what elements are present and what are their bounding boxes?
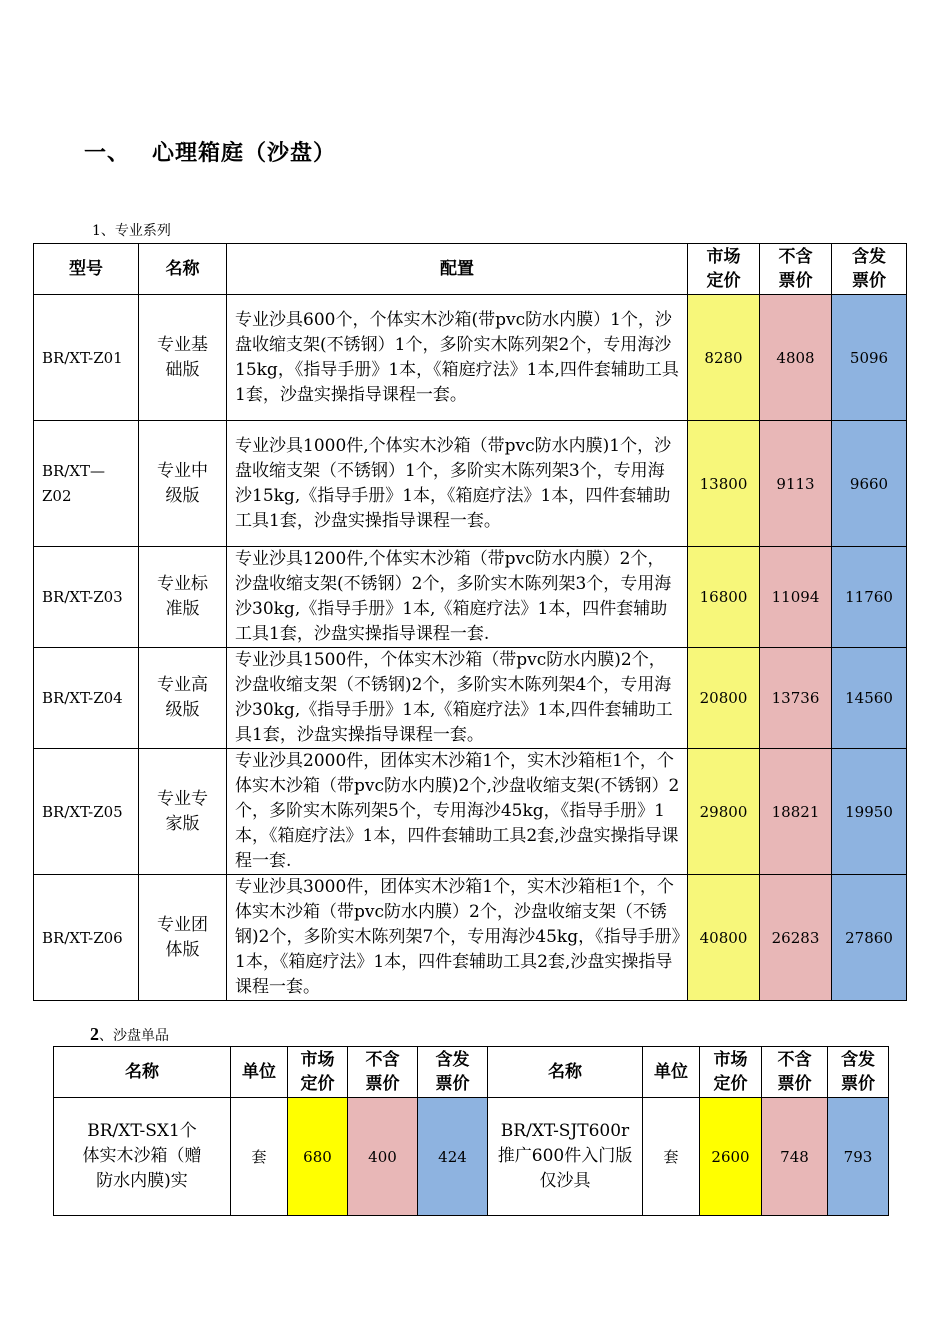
table-row (34, 547, 907, 648)
page-heading (84, 136, 336, 167)
table-row (54, 1098, 889, 1216)
table-header-row (54, 1047, 889, 1098)
table-row (34, 421, 907, 547)
section1-label: 1、专业系列 (92, 223, 171, 239)
config-cell: 专业沙具1500件，个体实木沙箱（带pvc防水内膜)2个，沙盘收缩支架（不锈钢)2个，多阶实木陈列架4个，专用海沙30kg,《指导手册》1本,《箱庭疗法》1本,四件套辅助工具1套，沙盘实操指导课程一套。 (227, 648, 688, 749)
section2-label-text: 、沙盘单品 (99, 1028, 169, 1044)
model-cell: BR/XT—Z02 (34, 421, 139, 547)
market-price-cell: 680 (288, 1098, 348, 1216)
market-price-cell: 13800 (688, 421, 760, 547)
name-cell: 专业中级版 (139, 421, 227, 547)
model-cell: BR/XT-Z04 (34, 648, 139, 749)
no-invoice-price-cell: 400 (348, 1098, 418, 1216)
header-with-invoice-price: 含发票价 (418, 1047, 488, 1098)
config-cell: 专业沙具2000件，团体实木沙箱1个，实木沙箱柜1个，个体实木沙箱（带pvc防水内膜)2个,沙盘收缩支架(不锈钢）2个，多阶实木陈列架5个，专用海沙45kg，《指导手册》1本，《箱庭疗法》1本，四件套辅助工具2套,沙盘实操指导课程一套. (227, 749, 688, 875)
with-invoice-price-cell: 11760 (832, 547, 907, 648)
model-cell: BR/XT-Z01 (34, 295, 139, 421)
section2-label-number: 2 (90, 1024, 99, 1044)
with-invoice-price-cell: 19950 (832, 749, 907, 875)
market-price-cell: 20800 (688, 648, 760, 749)
name-cell: 专业基础版 (139, 295, 227, 421)
header-with-invoice-price: 含发票价 (832, 244, 907, 295)
config-cell: 专业沙具600个，个体实木沙箱(带pvc防水内膜）1个，沙盘收缩支架(不锈钢）1个，多阶实木陈列架2个，专用海沙15kg，《指导手册》1本，《箱庭疗法》1本,四件套辅助工具1套，沙盘实操指导课程一套。 (227, 295, 688, 421)
professional-series-table (33, 243, 907, 1001)
item-name-cell: BR/XT-SX1个体实木沙箱（赠防水内膜)实 (54, 1098, 231, 1216)
header-unit: 单位 (643, 1047, 700, 1098)
with-invoice-price-cell: 14560 (832, 648, 907, 749)
name-cell: 专业高级版 (139, 648, 227, 749)
header-config: 配置 (227, 244, 688, 295)
header-name: 名称 (54, 1047, 231, 1098)
no-invoice-price-cell: 11094 (760, 547, 832, 648)
header-no-invoice-price: 不含票价 (348, 1047, 418, 1098)
item-name-cell: BR/XT-SJT600r推广600件入门版仅沙具 (488, 1098, 643, 1216)
unit-cell: 套 (643, 1098, 700, 1216)
model-cell: BR/XT-Z05 (34, 749, 139, 875)
table-row (34, 875, 907, 1001)
unit-cell: 套 (231, 1098, 288, 1216)
no-invoice-price-cell: 4808 (760, 295, 832, 421)
header-market-price: 市场定价 (288, 1047, 348, 1098)
config-cell: 专业沙具1200件,个体实木沙箱（带pvc防水内膜）2个，沙盘收缩支架(不锈钢）2个，多阶实木陈列架3个，专用海沙30kg,《指导手册》1本,《箱庭疗法》1本，四件套辅助工具1套，沙盘实操指导课程一套. (227, 547, 688, 648)
no-invoice-price-cell: 748 (762, 1098, 828, 1216)
market-price-cell: 40800 (688, 875, 760, 1001)
header-model: 型号 (34, 244, 139, 295)
with-invoice-price-cell: 793 (828, 1098, 889, 1216)
model-cell: BR/XT-Z03 (34, 547, 139, 648)
market-price-cell: 2600 (700, 1098, 762, 1216)
config-cell: 专业沙具3000件，团体实木沙箱1个，实木沙箱柜1个，个体实木沙箱（带pvc防水内膜）2个，沙盘收缩支架（不锈钢)2个，多阶实木陈列架7个，专用海沙45kg，《指导手册》1本，《箱庭疗法》1本，四件套辅助工具2套,沙盘实操指导课程一套。 (227, 875, 688, 1001)
table-row (34, 749, 907, 875)
no-invoice-price-cell: 9113 (760, 421, 832, 547)
heading-number: 一、 (84, 141, 131, 166)
header-name: 名称 (139, 244, 227, 295)
section2-label (90, 1024, 169, 1045)
market-price-cell: 16800 (688, 547, 760, 648)
with-invoice-price-cell: 424 (418, 1098, 488, 1216)
name-cell: 专业标准版 (139, 547, 227, 648)
model-cell: BR/XT-Z06 (34, 875, 139, 1001)
name-cell: 专业专家版 (139, 749, 227, 875)
header-with-invoice-price: 含发票价 (828, 1047, 889, 1098)
market-price-cell: 29800 (688, 749, 760, 875)
config-cell: 专业沙具1000件,个体实木沙箱（带pvc防水内膜)1个，沙盘收缩支架（不锈钢）1个，多阶实木陈列架3个，专用海沙15kg,《指导手册》1本，《箱庭疗法》1本，四件套辅助工具1套，沙盘实操指导课程一套。 (227, 421, 688, 547)
header-no-invoice-price: 不含票价 (762, 1047, 828, 1098)
with-invoice-price-cell: 27860 (832, 875, 907, 1001)
heading-title: 心理箱庭（沙盘） (152, 141, 337, 166)
with-invoice-price-cell: 5096 (832, 295, 907, 421)
header-no-invoice-price: 不含票价 (760, 244, 832, 295)
no-invoice-price-cell: 18821 (760, 749, 832, 875)
header-unit: 单位 (231, 1047, 288, 1098)
no-invoice-price-cell: 26283 (760, 875, 832, 1001)
name-cell: 专业团体版 (139, 875, 227, 1001)
market-price-cell: 8280 (688, 295, 760, 421)
table-header-row (34, 244, 907, 295)
no-invoice-price-cell: 13736 (760, 648, 832, 749)
table-row (34, 295, 907, 421)
header-market-price: 市场定价 (688, 244, 760, 295)
with-invoice-price-cell: 9660 (832, 421, 907, 547)
table-row (34, 648, 907, 749)
sandtray-items-table (53, 1046, 889, 1216)
header-market-price: 市场定价 (700, 1047, 762, 1098)
header-name: 名称 (488, 1047, 643, 1098)
